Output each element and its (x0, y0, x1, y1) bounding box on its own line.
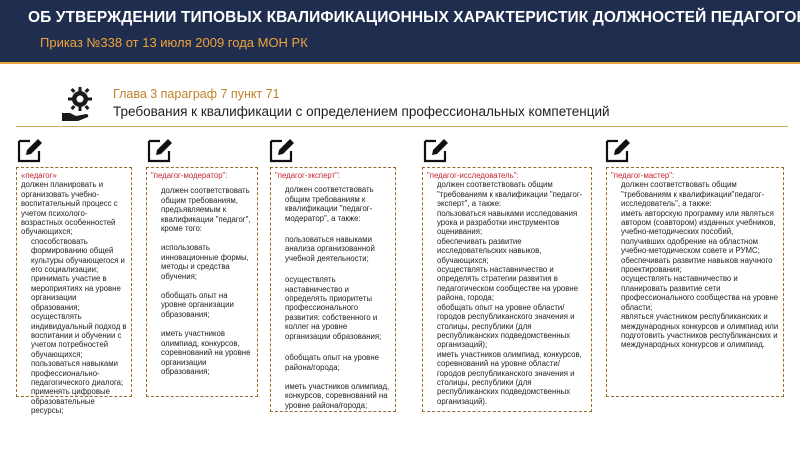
card-line: обобщать опыт на уровне области/городов республиканского значения и столицы, республики (для республиканских подведомственных организаций); (437, 302, 575, 350)
card-line: осуществлять индивидуальный подход в воспитании и обучении с учетом потребностей обучающихся; (31, 312, 127, 359)
card-pedagog-expert (270, 167, 396, 412)
card-line: должен соответствовать общим "требованиям к квалификации"педагог-исследователь", а также: (621, 180, 765, 209)
card-line: иметь авторскую программу или являться автором (соавтором) изданных учебников, учебно-методических пособий, получивших одобрение на областном учебно-методическом совете и РУМС; (621, 208, 776, 256)
card-line: иметь участников олимпиад, конкурсов, соревнований на уровне района/города; (285, 381, 390, 410)
card-title: "педагог-эксперт": (275, 171, 341, 180)
header-banner (0, 0, 808, 62)
pencil-note-icon (422, 136, 450, 164)
card-line: иметь участников олимпиад, конкурсов, соревнований на уровне организации образования; (161, 329, 251, 376)
card-line: являться участником республиканских и международных конкурсов и олимпиад или подготовить участников республиканских и международных конкурсов и олимпиад. (621, 312, 779, 350)
card-line: должен соответствовать общим требованиям, предъявляемым к квалификации "педагог", кроме того: (161, 186, 251, 234)
card-line: обеспечивать развитие исследовательских навыков, обучающихся; (437, 236, 542, 265)
card-line: обобщать опыт на уровне района/города; (285, 353, 379, 372)
card-line: осуществлять наставничество и планировать развитие сети профессионального сообщества на уровне области; (621, 274, 779, 312)
card-line: осуществлять наставничество и определять приоритеты профессионального развития: собственного и коллег на уровне организации образования; (285, 275, 382, 341)
card-line: пользоваться навыками профессионально-педагогического диалога; (31, 359, 124, 387)
card-title: "педагог-исследователь": (427, 171, 519, 180)
card-line: обеспечивать развитие навыков научного проектирования; (621, 255, 773, 275)
card-title: "педагог-мастер": (611, 171, 675, 180)
card-line: должен планировать и организовать учебно-воспитательный процесс с учетом психолого-возрастных особенностей обучающихся; (21, 180, 118, 237)
pencil-note-icon (16, 136, 44, 164)
card-line: иметь участников олимпиад, конкурсов, соревнований на уровне области/городов республиканского значения и столицы, республики (для республиканских подведомственных организаций). (437, 349, 582, 406)
document-title: ОБ УТВЕРЖДЕНИИ ТИПОВЫХ КВАЛИФИКАЦИОННЫХ ХАРАКТЕРИСТИК ДОЛЖНОСТЕЙ ПЕДАГОГОВ (28, 9, 808, 26)
gear-hand-icon (60, 86, 96, 122)
card-line: осуществлять наставничество и определять стратегии развития в педагогическом сообществе на уровне района, города; (437, 265, 579, 303)
card-line: пользоваться навыками анализа организованной учебной деятельности; (285, 235, 375, 263)
card-line: использовать инновационные формы, методы и средства обучения; (161, 243, 249, 281)
pencil-note-icon (146, 136, 174, 164)
card-line: пользоваться навыками исследования урока и разработки инструментов оценивания; (437, 208, 578, 237)
card-pedagog-moderator (146, 167, 258, 397)
card-title: "педагог-модератор": (151, 171, 228, 180)
section-divider (16, 126, 788, 127)
card-line: применять цифровые образовательные ресурсы; (31, 387, 110, 416)
card-line: должен соответствовать общим требованиям к квалификации "педагог-модератор", а также: (285, 185, 374, 223)
chapter-reference: Глава 3 параграф 7 пункт 71 (113, 87, 280, 101)
card-line: способствовать формированию общей культуры обучающегося и его социализации; (31, 236, 125, 275)
card-pedagog (16, 167, 132, 416)
document-subtitle: Приказ №338 от 13 июля 2009 года МОН РК (40, 35, 308, 50)
header-accent-line (0, 62, 800, 64)
card-pedagog-researcher (422, 167, 592, 412)
section-heading: Требования к квалификации с определением профессиональных компетенций (113, 104, 610, 119)
card-line: обобщать опыт на уровне организации образования; (161, 291, 234, 319)
card-pedagog-master (606, 167, 784, 397)
card-title: «педагог» (21, 171, 57, 180)
pencil-note-icon (268, 136, 296, 164)
pencil-note-icon (604, 136, 632, 164)
card-line: принимать участие в мероприятиях на уровне организации образования; (31, 274, 121, 312)
card-line: должен соответствовать общим "требованиям к квалификации "педагог-эксперт", а также: (437, 180, 583, 209)
